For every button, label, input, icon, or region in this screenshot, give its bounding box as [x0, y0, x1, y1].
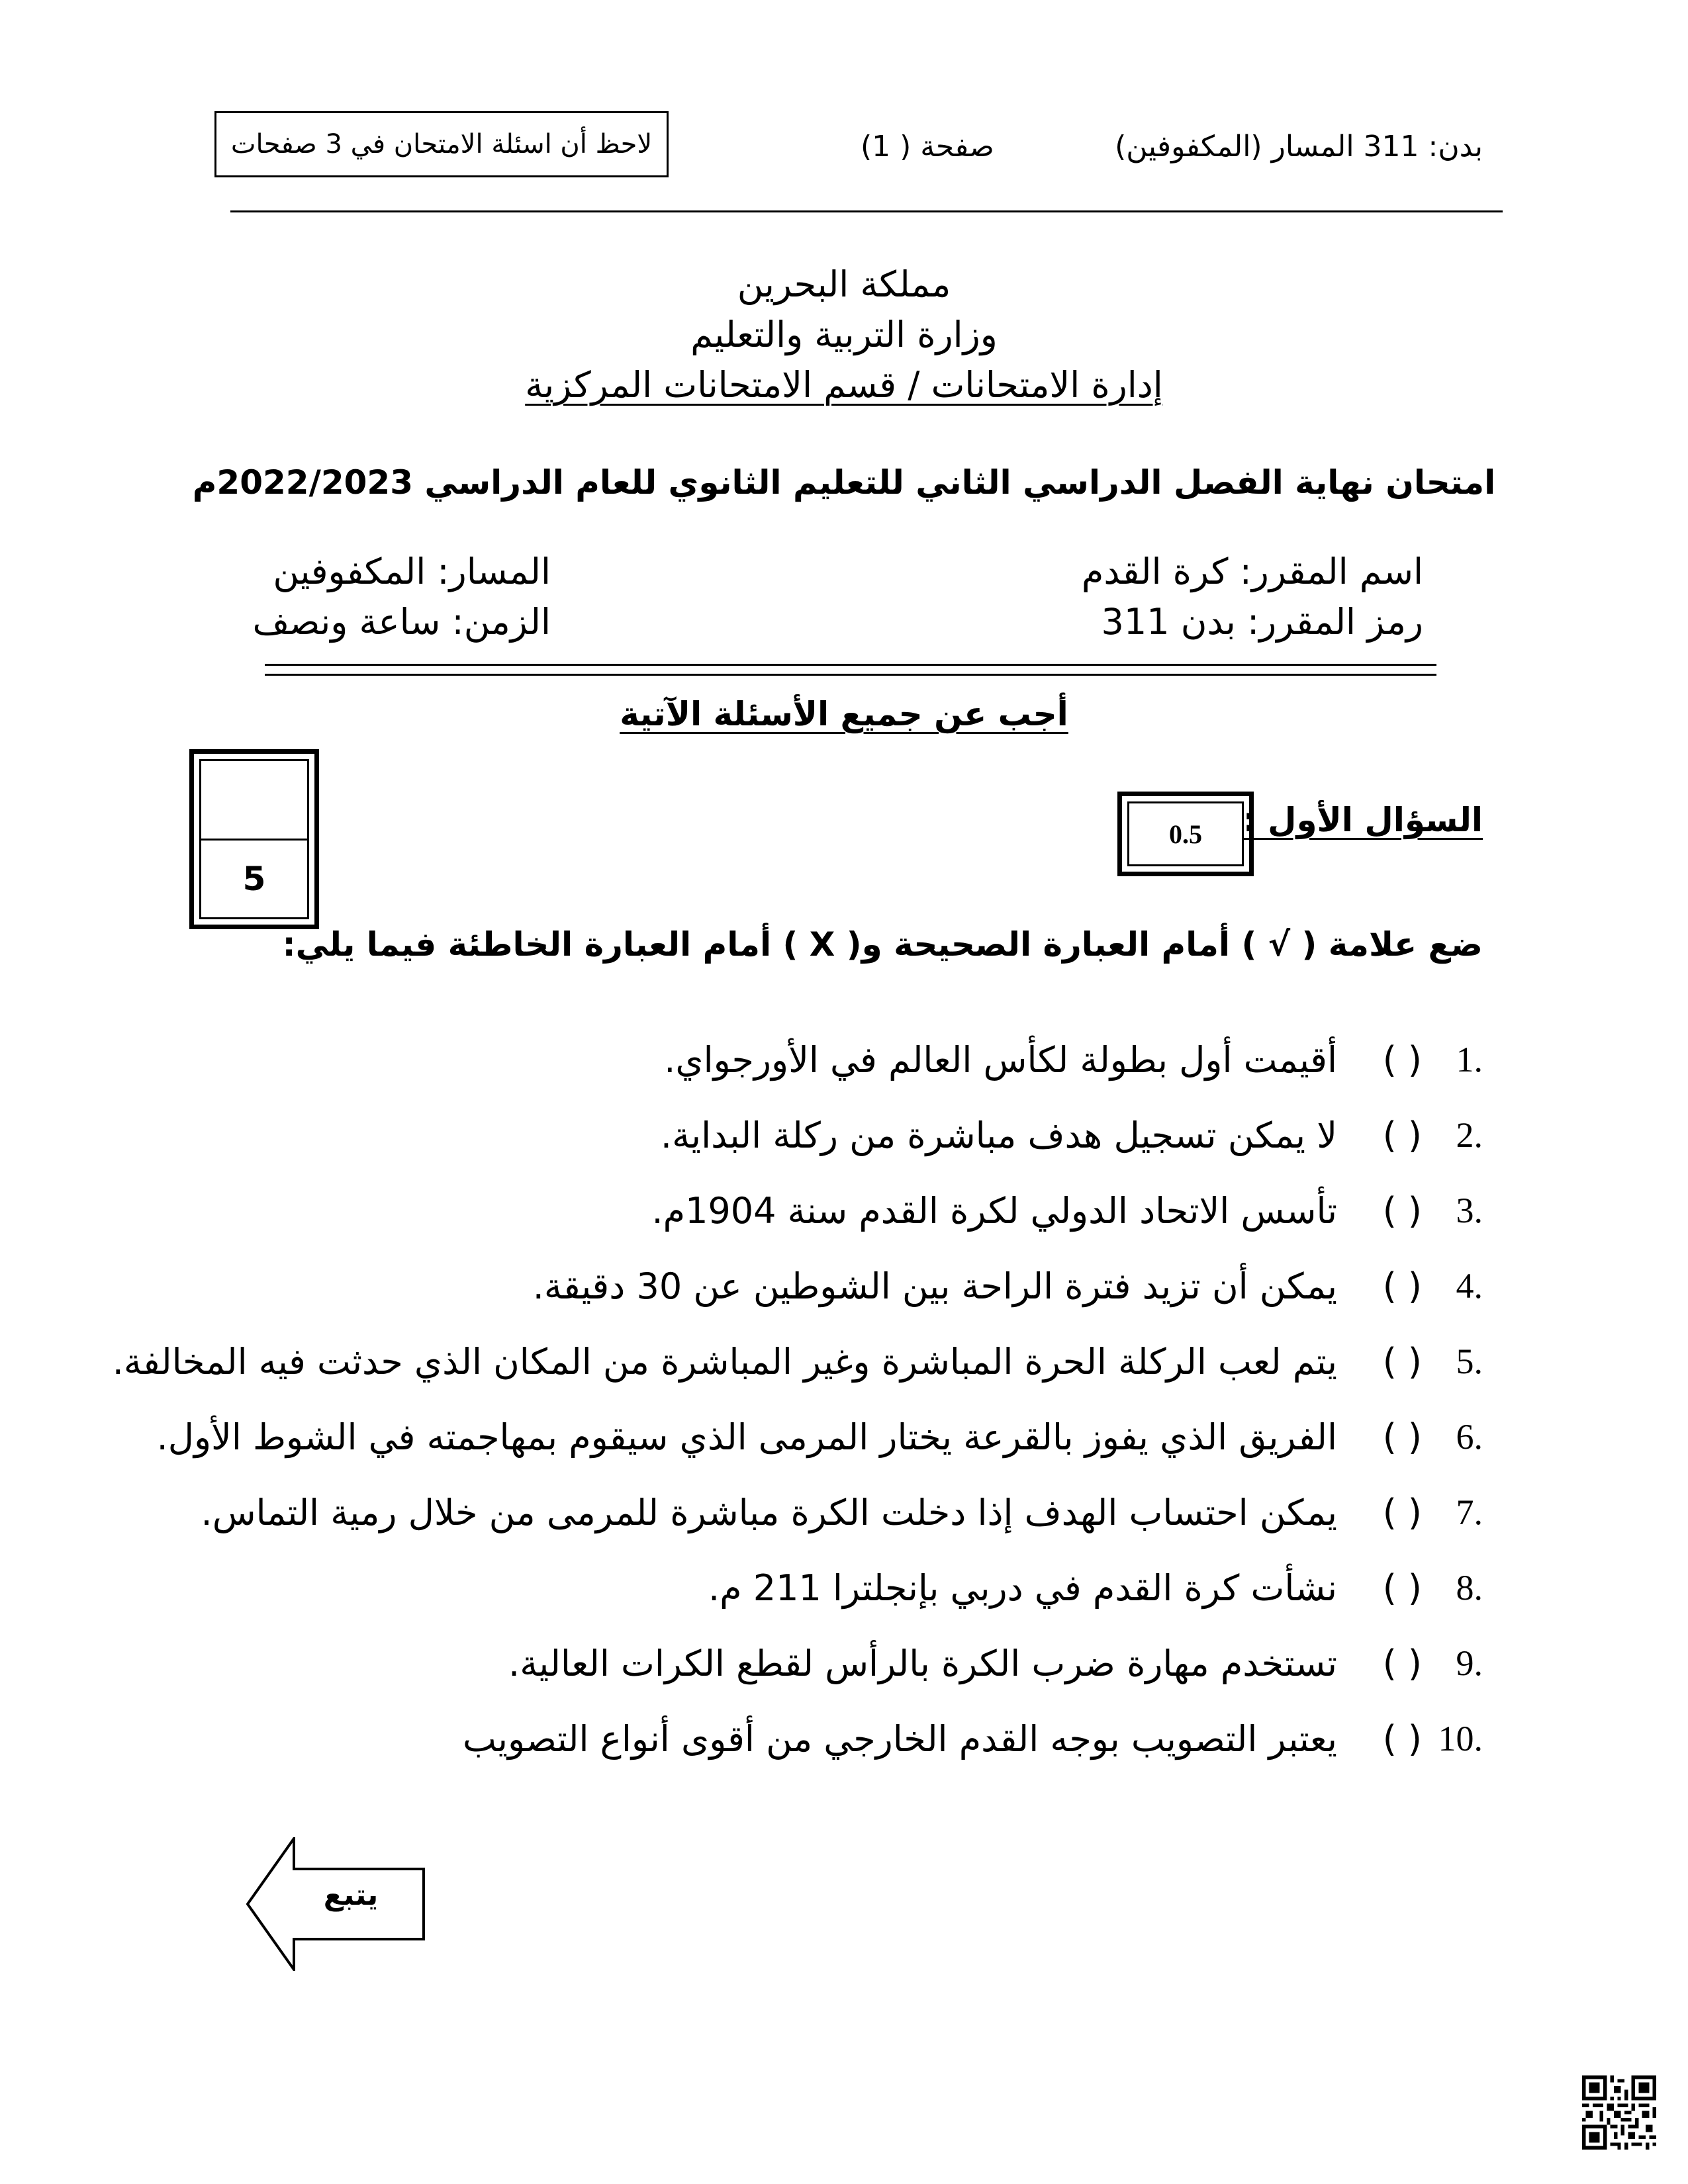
answer-blank[interactable]: ( ) — [1382, 1265, 1422, 1307]
track-label: المسار: المكفوفين — [273, 551, 551, 592]
list-item — [113, 1338, 1483, 1385]
course-reference: بدن: 311 المسار (المكفوفين) — [1115, 130, 1483, 163]
item-number: .8 — [1456, 1568, 1483, 1608]
question-title: السؤال الأول : — [1243, 801, 1483, 839]
question-score: 0.5 — [1127, 801, 1244, 866]
answer-all-instruction: أجب عن جميع الأسئلة الآتية — [620, 695, 1068, 733]
item-number: .1 — [1456, 1040, 1483, 1079]
list-item — [463, 1715, 1483, 1762]
item-statement: يمكن أن تزيد فترة الراحة بين الشوطين عن 30 دقيقة. — [532, 1265, 1337, 1307]
answer-blank[interactable]: ( ) — [1382, 1340, 1422, 1383]
course-code: رمز المقرر: بدن 311 — [1101, 601, 1423, 643]
list-item — [533, 1263, 1483, 1309]
item-statement: تأسس الاتحاد الدولي لكرة القدم سنة 1904م. — [651, 1189, 1337, 1232]
exam-pages-note: لاحظ أن اسئلة الامتحان في 3 صفحات — [214, 111, 669, 177]
item-number: .3 — [1456, 1191, 1483, 1230]
list-item — [661, 1112, 1483, 1158]
item-statement: تستخدم مهارة ضرب الكرة بالرأس لقطع الكرات العالية. — [508, 1642, 1337, 1684]
answer-blank[interactable]: ( ) — [1382, 1642, 1422, 1684]
obtained-mark-cell — [201, 761, 307, 841]
item-statement: لا يمكن تسجيل هدف مباشرة من ركلة البداية. — [660, 1114, 1337, 1156]
item-statement: يتم لعب الركلة الحرة المباشرة وغير المباشرة من المكان الذي حدثت فيه المخالفة. — [112, 1340, 1337, 1383]
list-item — [708, 1565, 1483, 1611]
item-statement: نشأت كرة القدم في دربي بإنجلترا 211 م. — [708, 1567, 1337, 1609]
item-statement: الفريق الذي يفوز بالقرعة يختار المرمى الذي سيقوم بمهاجمته في الشوط الأول. — [156, 1416, 1337, 1458]
list-item — [651, 1187, 1483, 1234]
item-number: .2 — [1456, 1115, 1483, 1155]
item-number: .6 — [1456, 1417, 1483, 1457]
item-statement: أقيمت أول بطولة لكأس العالم في الأورجواي. — [664, 1038, 1337, 1081]
kingdom-title: مملكة البحرين — [737, 263, 951, 305]
list-item — [201, 1489, 1483, 1535]
answer-blank[interactable]: ( ) — [1382, 1416, 1422, 1458]
item-number: .10 — [1438, 1719, 1483, 1758]
item-statement: يمكن احتساب الهدف إذا دخلت الكرة مباشرة للمرمى من خلال رمية التماس. — [201, 1491, 1337, 1533]
question-score-box — [1117, 792, 1254, 876]
ministry-title: وزارة التربية والتعليم — [690, 314, 998, 355]
total-mark-cell: 5 — [242, 859, 266, 898]
time-label: الزمن: ساعة ونصف — [252, 601, 551, 643]
list-item — [664, 1036, 1483, 1083]
item-number: .4 — [1456, 1266, 1483, 1306]
header-divider — [230, 210, 1503, 212]
page-number: صفحة ( 1) — [861, 130, 994, 163]
answer-blank[interactable]: ( ) — [1382, 1491, 1422, 1533]
list-item — [508, 1640, 1483, 1686]
continue-label: يتبع — [323, 1878, 379, 1912]
item-number: .9 — [1456, 1643, 1483, 1683]
course-name: اسم المقرر: كرة القدم — [1081, 551, 1423, 592]
answer-blank[interactable]: ( ) — [1382, 1038, 1422, 1081]
answer-blank[interactable]: ( ) — [1382, 1189, 1422, 1232]
double-divider — [265, 664, 1436, 676]
marks-box — [189, 749, 319, 929]
qr-code-icon — [1582, 2075, 1656, 2150]
department-title: إدارة الامتحانات / قسم الامتحانات المركزية — [525, 364, 1163, 406]
item-number: .7 — [1456, 1492, 1483, 1532]
answer-blank[interactable]: ( ) — [1382, 1114, 1422, 1156]
item-statement: يعتبر التصويب بوجه القدم الخارجي من أقوى أنواع التصويب — [462, 1717, 1337, 1760]
exam-title: امتحان نهاية الفصل الدراسي الثاني للتعليم الثانوي للعام الدراسي 2022/2023م — [192, 463, 1496, 502]
answer-blank[interactable]: ( ) — [1382, 1717, 1422, 1760]
answer-blank[interactable]: ( ) — [1382, 1567, 1422, 1609]
question-directive: ضع علامة ( √ ) أمام العبارة الصحيحة و( X ) أمام العبارة الخاطئة فيما يلي: — [282, 925, 1483, 964]
list-item — [157, 1414, 1483, 1460]
item-number: .5 — [1456, 1342, 1483, 1381]
